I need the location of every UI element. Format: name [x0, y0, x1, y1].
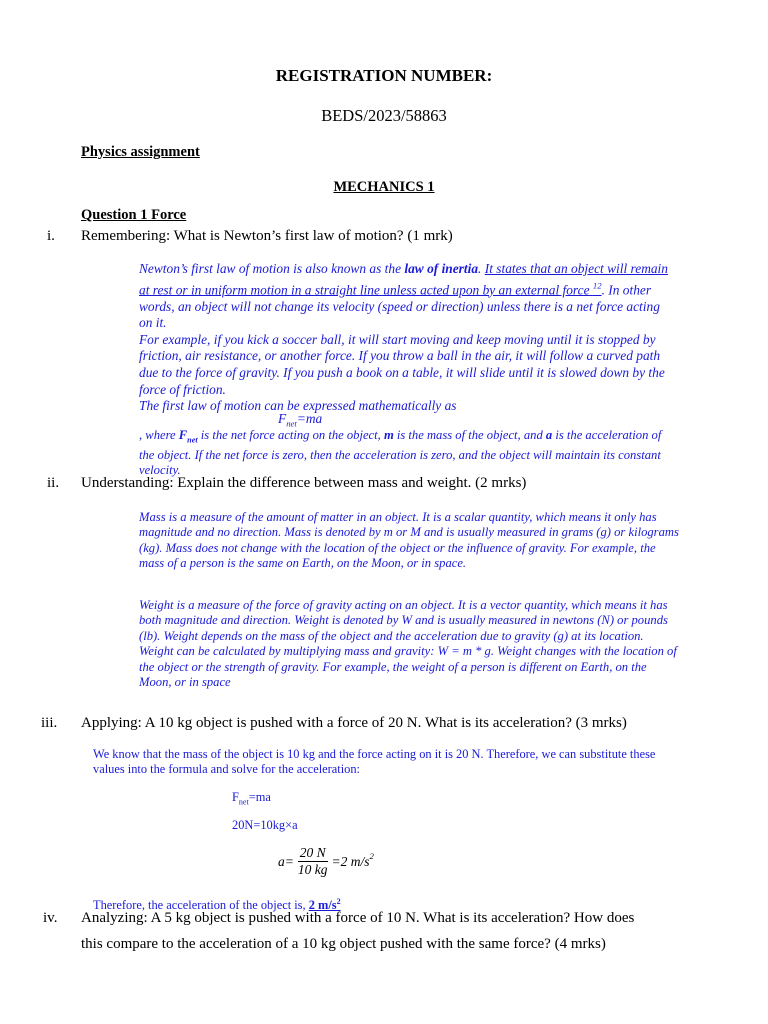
answer-i-example: For example, if you kick a soccer ball, it will start moving and keep moving until it is stopped by friction, air resistance, or another force. If you throw a ball in the air, it will follow a curved path due to the force of gravity. If you push a book on a table, it will slide until it is slowed down by the force of friction.	[139, 331, 665, 397]
question-heading: Question 1 Force	[81, 207, 187, 223]
question-number-i: i.	[47, 228, 55, 244]
registration-label: REGISTRATION NUMBER:	[275, 66, 493, 85]
acceleration-result: 2 $m/s^2$	[308, 897, 341, 913]
acceleration-equation: a= $\frac{20 N}{10 kg}$ =2 m/s $^2$	[278, 845, 374, 877]
answer-iii-formula: $F_{net}=ma$	[232, 790, 271, 807]
fraction-numerator: 20 N	[299, 845, 326, 860]
answer-i-expression-intro: The first law of motion can be expressed mathematically as	[139, 398, 457, 414]
question-i-text: Remembering: What is Newton’s first law of motion? (1 mrk)	[81, 228, 453, 244]
citation-marker: 12	[592, 280, 602, 291]
formula-fnet-ma: $F_{net}=ma$	[278, 411, 323, 429]
answer-i-paragraph: Newton’s first law of motion is also known as the law of inertia. It states that an object will remain at rest or in uniform motion in a straight line unless acted upon by an external force $^{12}$. In other words, an object will not change its velocity (speed or direction) unless there is a net force acting on it. For example, if you kick a soccer ball, it will start moving and keep moving until it is stopped by friction, air resistance, or another force. If you throw a ball in the air, it will follow a curved path due to the force of gravity. If you push a book on a table, it will slide until it is slowed down by the force of friction. The first law of motion can be expressed mathematically as	[139, 261, 675, 415]
registration-number: BEDS/2023/58863	[321, 106, 447, 125]
answer-iii-conclusion: Therefore, the acceleration of the object is, 2 $m/s^2$	[93, 897, 341, 913]
fraction	[296, 845, 330, 878]
question-iv-text-line1: Analyzing: A 5 kg object is pushed with a force of 10 N. What is its acceleration? How does	[81, 910, 635, 926]
answer-iii-intro: We know that the mass of the object is 10 kg and the force acting on it is 20 N. Therefore, we can substitute these values into the formula and solve for the acceleration:	[93, 747, 656, 776]
answer-i-definition: It states that an object will remain at rest or in uniform motion in a straight line unless acted upon by an external force	[139, 261, 668, 298]
answer-ii-weight: Weight is a measure of the force of gravity acting on an object. It is a vector quantity, which means it has both magnitude and direction. Weight is denoted by W and is usually measured in newtons (N) or pounds (lb). Weight depends on the mass of the object and the acceleration due to gravity (g) at its location. Weight can be calculated by multiplying mass and gravity: W = m * g. Weight changes with the location of the object or the strength of gravity. For example, the weight of a person is different on Earth, on the Moon, or in space	[139, 598, 677, 690]
assignment-title: Physics assignment	[81, 144, 200, 160]
answer-ii-mass: Mass is a measure of the amount of matter in an object. It is a scalar quantity, which means it only has magnitude and no direction. Mass is denoted by m or M and is usually measured in grams (g) or kilograms (kg). Mass does not change with the location of the object or the influence of gravity. For example, the mass of a person is the same on Earth, on the Moon, or in space.	[139, 510, 679, 571]
law-of-inertia-term: law of inertia	[404, 261, 479, 276]
question-number-iv: iv.	[43, 910, 58, 926]
question-ii-text: Understanding: Explain the difference between mass and weight. (2 mrks)	[81, 475, 527, 491]
topic-heading: MECHANICS 1	[333, 179, 435, 195]
fraction-denominator: 10 kg	[297, 862, 328, 877]
answer-i-where-clause: , where $F_{net}$ is the net force acting on the object, m is the mass of the object, and a is the acceleration of the object. If the net force is zero, then the acceleration is zero, and the object will maintain its constant velocity.	[139, 428, 662, 478]
question-iv-text-line2: this compare to the acceleration of a 10 kg object pushed with the same force? (4 mrks)	[81, 936, 606, 952]
answer-iii-substitution: 20N=10kg×a	[232, 818, 298, 832]
question-number-ii: ii.	[47, 475, 60, 491]
question-number-iii: iii.	[41, 715, 58, 731]
question-iii-text: Applying: A 10 kg object is pushed with a force of 20 N. What is its acceleration? (3 mrks)	[81, 715, 627, 731]
